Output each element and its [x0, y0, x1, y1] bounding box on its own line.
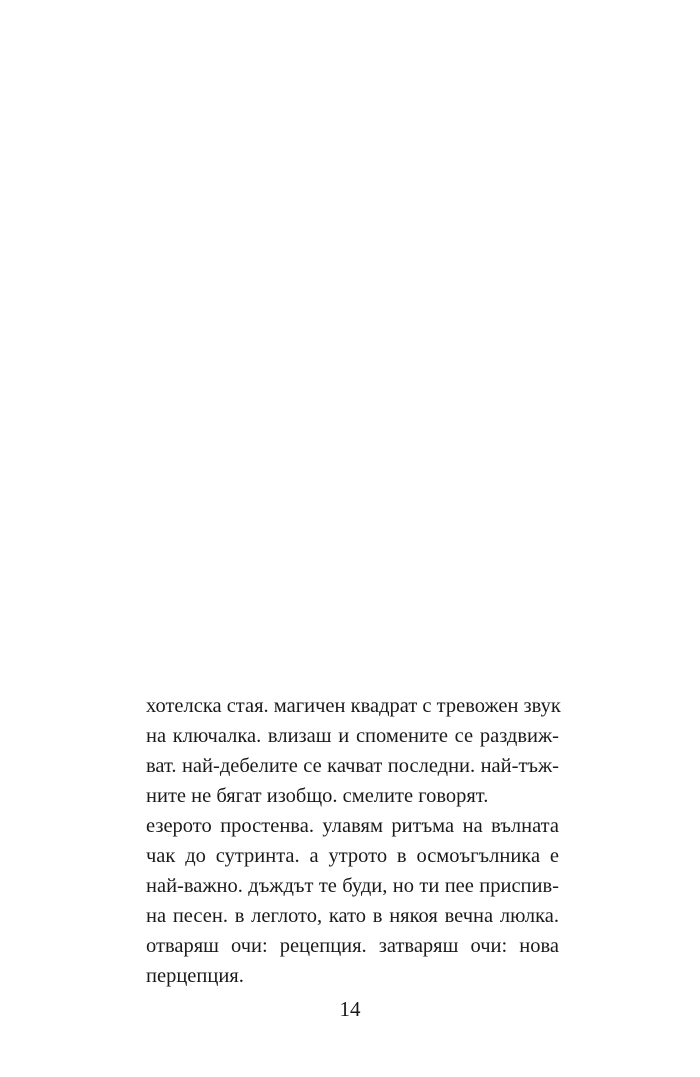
- text-line: чак до сутринта. а утрото в осмоъгълника е: [146, 845, 559, 867]
- text-line: отваряш очи: рецепция. затваряш очи: нова: [146, 935, 559, 957]
- text-line: перцепция.: [146, 965, 244, 987]
- text-line: ните не бягат изобщо. смелите говорят.: [146, 785, 489, 807]
- text-line: най-важно. дъждът те буди, но ти пее приспив-: [146, 875, 559, 897]
- text-line: хотелска стая. магичен квадрат с тревожен звук: [146, 695, 561, 717]
- text-line: на песен. в леглото, като в някоя вечна люлка.: [146, 905, 559, 927]
- text-line: езерото простенва. улавям ритъма на вълната: [146, 815, 559, 837]
- body-text: [146, 691, 559, 991]
- page-number: 14: [339, 997, 361, 1021]
- text-line: на ключалка. влизаш и спомените се раздвиж-: [146, 725, 559, 747]
- text-line: ват. най-дебелите се качват последни. най-тъж-: [146, 755, 559, 777]
